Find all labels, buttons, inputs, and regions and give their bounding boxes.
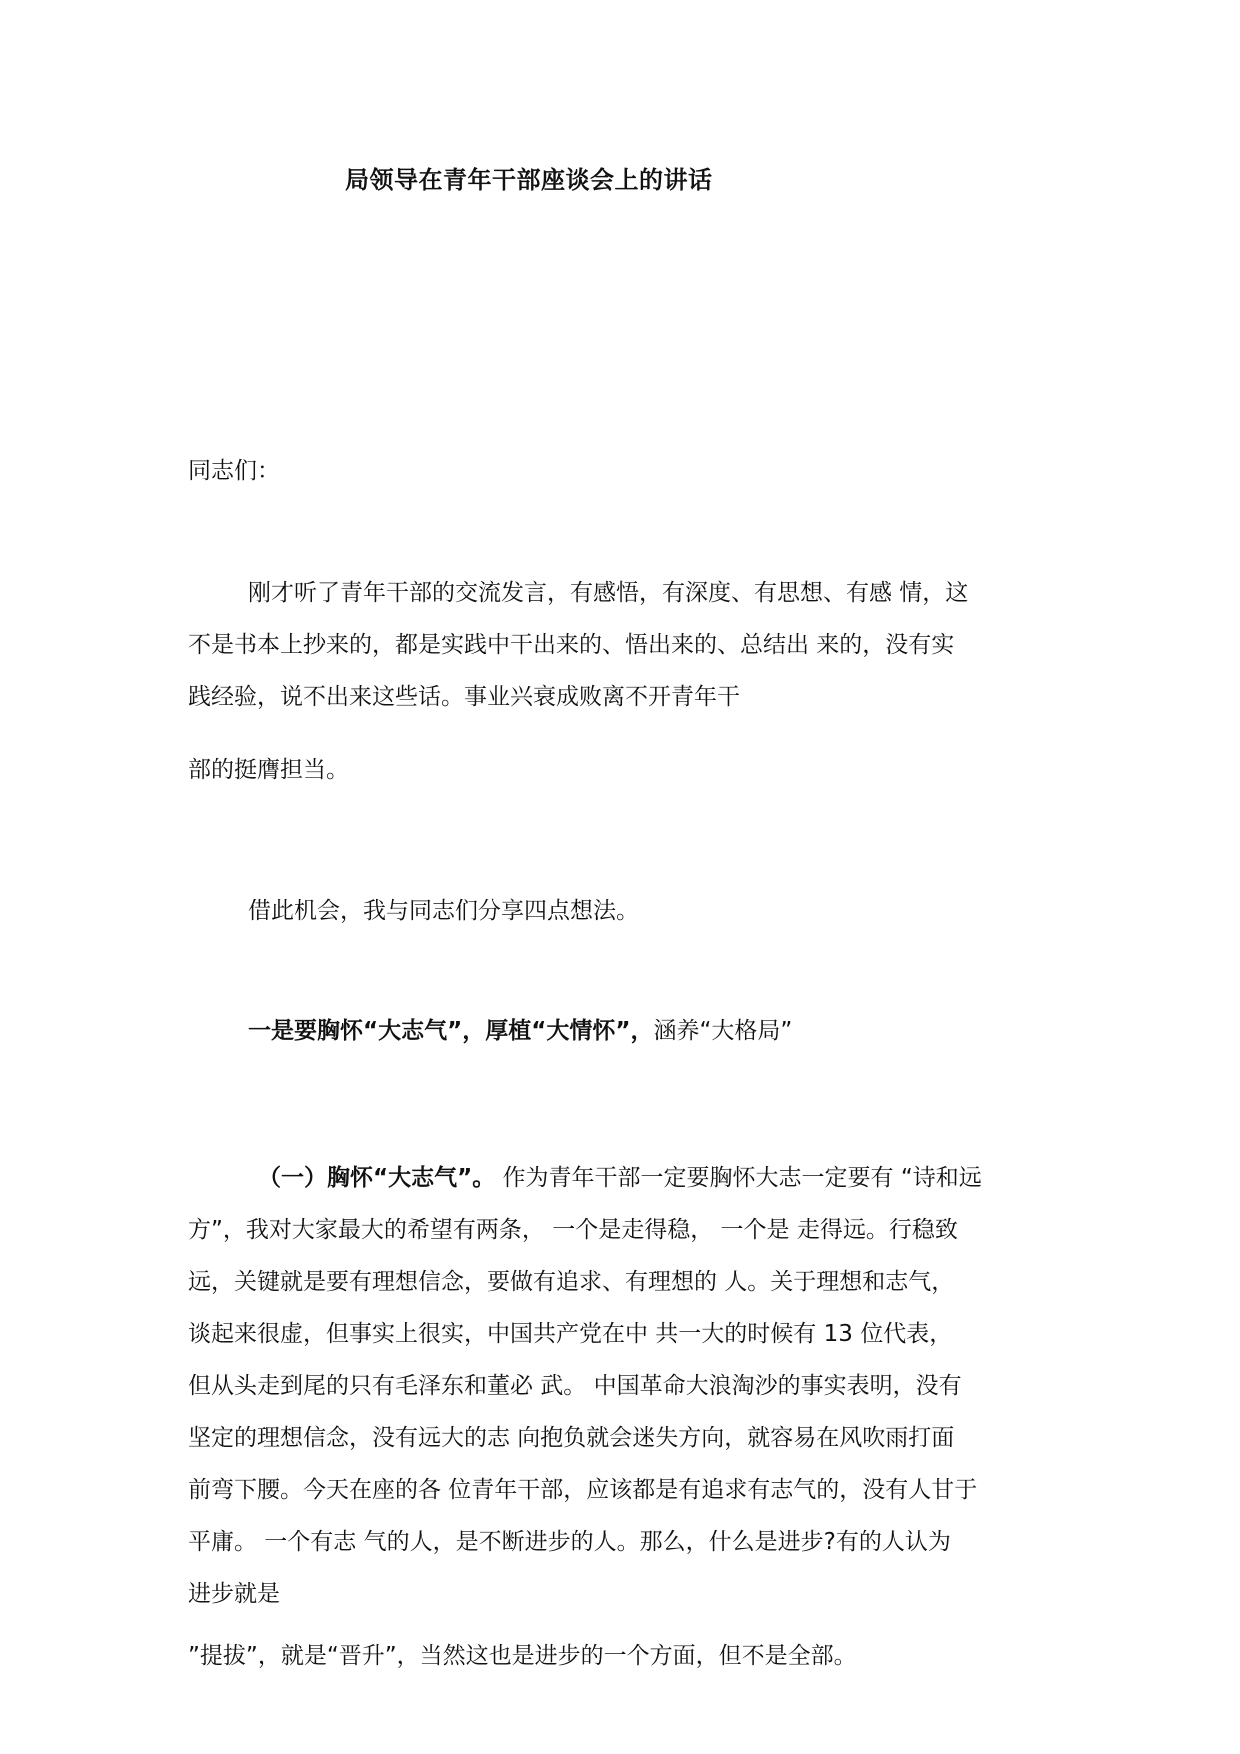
section-heading-1: [188, 1005, 1128, 1057]
salutation: 同志们：: [188, 458, 280, 484]
paragraph-3-line: 平庸。 一个有志 气的人，是不断进步的人。那么，什么是进步?有的人认为: [188, 1529, 951, 1555]
paragraph-3-tail: ”提拔”，就是“晋升”，当然这也是进步的一个方面，但不是全部。: [188, 1643, 857, 1669]
paragraph-1-line: 践经验，说不出来这些话。事业兴衰成败离不开青年干: [188, 684, 740, 710]
paragraph-1-tail: 部的挺膺担当。: [188, 757, 349, 783]
paragraph-1-line: 不是书本上抄来的，都是实践中干出来的、悟出来的、总结出 来的，没有实: [188, 632, 955, 658]
paragraph-3-first-line: [188, 1152, 1068, 1204]
paragraph-3: [188, 1152, 1068, 1620]
paragraph-3-line: 远，关键就是要有理想信念，要做有追求、有理想的 人。关于理想和志气，: [188, 1269, 955, 1295]
paragraph-3-line: 但从头走到尾的只有毛泽东和董必 武。 中国革命大浪淘沙的事实表明，没有: [188, 1373, 962, 1399]
section-heading-1-bold: 一是要胸怀“大志气”，厚植“大情怀”，: [248, 1018, 654, 1044]
subsection-heading-1: （一）胸怀“大志气”。: [258, 1165, 496, 1191]
paragraph-3-line: 进步就是: [188, 1581, 280, 1607]
paragraph-1-line: 刚才听了青年干部的交流发言，有感悟，有深度、有思想、有感 情，这: [248, 580, 969, 606]
paragraph-2: 借此机会，我与同志们分享四点想法。: [248, 898, 639, 924]
paragraph-3-line: 坚定的理想信念，没有远大的志 向抱负就会迷失方向，就容易在风吹雨打面: [188, 1425, 955, 1451]
paragraph-3-line: 谈起来很虚，但事实上很实，中国共产党在中 共一大的时候有 13 位代表，: [188, 1321, 953, 1347]
document-title: 局领导在青年干部座谈会上的讲话: [345, 166, 713, 194]
paragraph-3-lead: 作为青年干部一定要胸怀大志一定要有 “诗和远: [495, 1165, 982, 1191]
paragraph-1: [188, 567, 1068, 723]
paragraph-3-line: 方”，我对大家最大的希望有两条， 一个是走得稳， 一个是 走得远。行稳致: [188, 1217, 958, 1243]
section-heading-1-normal: 涵养“大格局”: [653, 1018, 793, 1044]
paragraph-3-line: 前弯下腰。今天在座的各 位青年干部，应该都是有追求有志气的，没有人甘于: [188, 1477, 978, 1503]
